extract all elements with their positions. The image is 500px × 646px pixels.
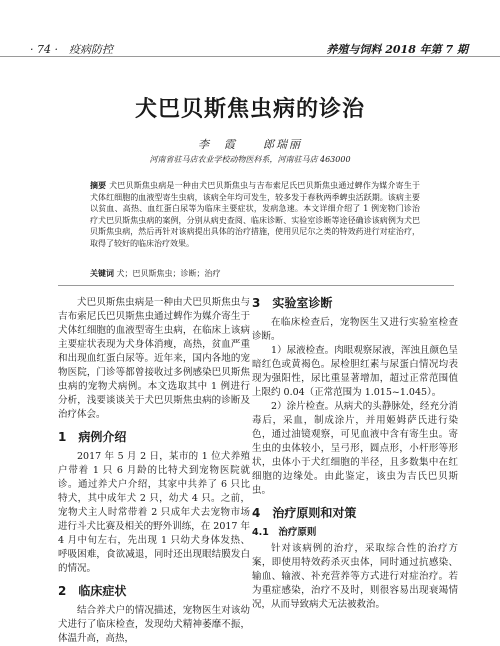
header-journal-issue: 养殖与饲料 2018 年第 7 期 — [326, 43, 468, 56]
abstract — [90, 180, 420, 249]
abstract-text: 犬巴贝斯焦虫病是一种由犬巴贝斯焦虫与吉布索尼氏巴贝斯焦虫通过蜱作为媒介寄生于犬体红细胞的血液型寄生虫病，该病全年均可发生，较多发于春秋两季蜱虫活跃期。该病主要以贫血、高热、血红蛋白尿等为临床主要症状，发病急速。本文详细介绍了 1 例宠物门诊治疗犬巴贝斯焦虫病的案例，分别从病史查阅、临床诊断、实验室诊断等途径确诊该病例为犬巴贝斯焦虫病，然后再针对该病提出具体的治疗措施，使用贝尼尔之类的特效药进行对症治疗，取得了较好的临床治疗效果。 — [90, 181, 420, 248]
intro-paragraph: 犬巴贝斯焦虫病是一种由犬巴贝斯焦虫与吉布索尼氏巴贝斯焦虫通过蜱作为媒介寄生于犬体红细胞的血液型寄生虫病，在临床上该病主要症状表现为犬身体消瘦，高热，贫血严重和出现血红蛋白尿等。近年来，国内各地的宠物医院，门诊等都曾接收过多例感染巴贝斯焦虫病的宠物犬病例。本文选取其中 1 例进行分析，浅要谈谈关于犬巴贝斯焦虫病的诊断及治疗体会。 — [58, 297, 250, 420]
subsection-heading-principle: 4.1 治疗原则 — [252, 527, 317, 538]
article-title: 犬巴贝斯焦虫病的诊治 — [134, 97, 365, 122]
section-divider — [58, 285, 454, 286]
section-heading-case: 1 病例介绍 — [58, 430, 127, 444]
principle-paragraph: 针对该病例的治疗，采取综合性的治疗方案，即使用特效药杀灭虫体，同时通过抗感染、输血、输液、补充营养等方式进行对症治疗。若为重症感染，治疗不及时，则很容易出现衰竭情况，从而导致病犬无法被救治。 — [252, 543, 458, 610]
section-heading-symptoms: 2 临床症状 — [58, 584, 127, 598]
right-column — [252, 296, 458, 612]
author-affiliation: 河南省驻马店农业学校动物医科系，河南驻马店 463000 — [149, 155, 351, 164]
lab-intro-paragraph: 在临床检查后，宠物医生又进行实验室检查诊断。 — [252, 317, 458, 342]
keywords — [90, 268, 420, 279]
smear-test-paragraph: 2）涂片检查。从病犬的头静脉处，经充分消毒后，采血，制成涂片，并用姬姆萨氏进行染色，通过油镜观察，可见血液中含有寄生虫。寄生虫的虫体较小，呈弓形，圆点形，小杆形等形状，虫体小于犬红细胞的半径，且多数集中在红细胞的边缘处。由此鉴定，该虫为吉氏巴贝斯虫。 — [252, 401, 458, 496]
section-heading-treatment: 4 治疗原则和对策 — [252, 506, 357, 520]
article-authors: 李 霞 郎瑞丽 — [198, 138, 302, 151]
keywords-label: 关键词 — [90, 269, 114, 278]
urine-test-paragraph: 1）尿液检查。肉眼观察尿液，浑浊且颜色呈暗红色或黄褐色。尿检胆红素与尿蛋白情况均表现为强阳性，尿比重显著增加，超过正常范围值上限约 0.04（正常范围为 1.015~1.045）。 — [252, 345, 458, 398]
keywords-text: 犬；巴贝斯焦虫；诊断；治疗 — [116, 269, 221, 278]
case-paragraph: 2017 年 5 月 2 日，某市的 1 位犬养殖户带着 1 只 6 月龄的比特犬到宠物医院就诊。通过养犬户介绍，其家中共养了 6 只比特犬，其中成年犬 2 只，幼犬 4 只。之前，宠物犬主人时常带着 2 只成年犬去宠物市场进行斗犬比赛及相关的野外训练，在 2017 年 4 月中旬左右，先出现 1 只幼犬身体发热、呼吸困难，食欲减退，同时还出现眼结膜发白的情况。 — [58, 451, 250, 574]
header-section-label: · 74 · 疫病防控 — [30, 43, 113, 56]
abstract-label: 摘要 — [90, 181, 107, 190]
left-column — [58, 296, 250, 646]
symptoms-paragraph: 结合养犬户的情况描述，宠物医生对该幼犬进行了临床检查，发现幼犬精神萎靡不振，体温升高，高热， — [58, 605, 250, 644]
section-heading-lab: 3 实验室诊断 — [252, 296, 333, 310]
page-header — [0, 0, 500, 57]
